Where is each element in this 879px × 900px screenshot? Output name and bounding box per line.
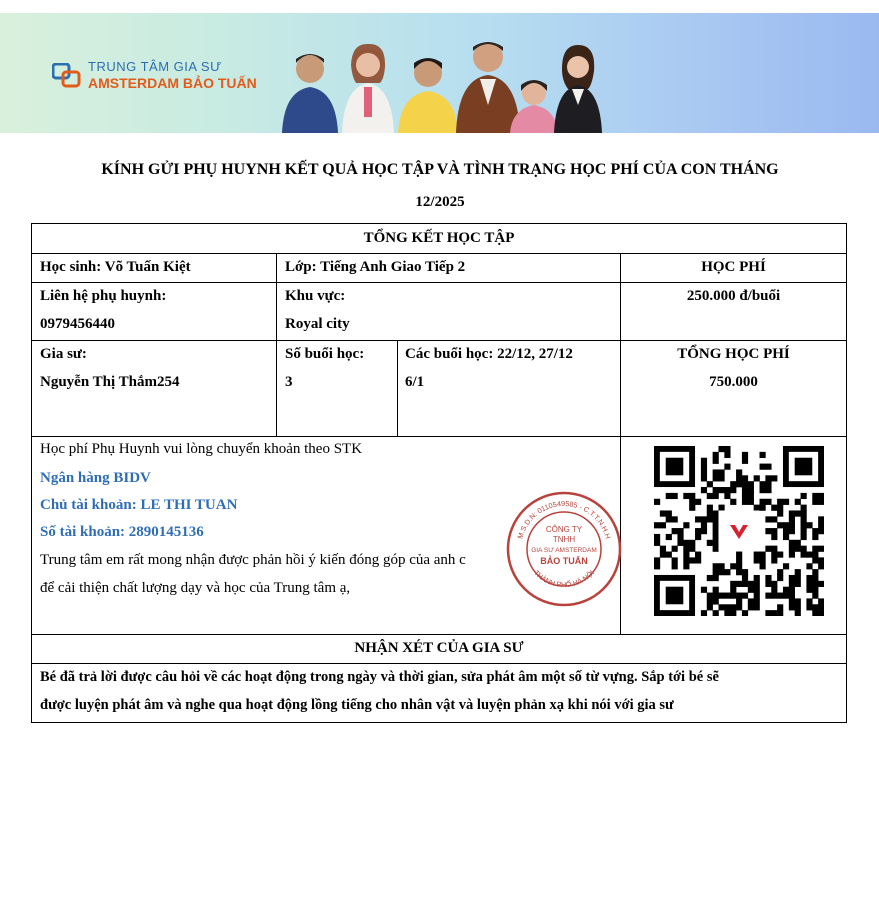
feedback-request-continued: để cải thiện chất lượng dạy và học của Trung tâm ạ, bbox=[40, 580, 351, 596]
stamp-line-1: CÔNG TY bbox=[545, 525, 583, 534]
area-label: Khu vực: bbox=[285, 288, 346, 304]
comments-section-title: NHẬN XÉT CỦA GIA SƯ bbox=[354, 640, 524, 656]
feedback-request: Trung tâm em rất mong nhận được phản hồi ý kiến đóng góp của anh c bbox=[40, 552, 466, 568]
session-dates: Các buổi học: 22/12, 27/12 bbox=[405, 346, 573, 362]
account-holder: Chủ tài khoản: LE THI TUAN bbox=[40, 497, 238, 513]
total-fee-value: 750.000 bbox=[709, 374, 758, 390]
bank-name: Ngân hàng BIDV bbox=[40, 470, 151, 486]
sessions-label: Số buổi học: bbox=[285, 346, 365, 362]
fee-per-session: 250.000 đ/buổi bbox=[686, 288, 781, 304]
class-name: Lớp: Tiếng Anh Giao Tiếp 2 bbox=[285, 259, 466, 275]
banner-people-photo bbox=[272, 35, 608, 133]
parent-contact-phone: 0979456440 bbox=[40, 316, 115, 332]
header-banner bbox=[0, 13, 879, 133]
tutor-label: Gia sư: bbox=[40, 346, 87, 362]
session-dates-continued: 6/1 bbox=[405, 374, 425, 390]
stamp-line-4: BẢO TUẤN bbox=[540, 556, 588, 566]
area-value: Royal city bbox=[285, 316, 350, 332]
payment-qr-code bbox=[654, 446, 824, 616]
student-name: Học sinh: Võ Tuấn Kiệt bbox=[40, 259, 191, 275]
stamp-city-text: THÀNH PHỐ HÀ NỘI bbox=[531, 568, 597, 590]
stamp-line-3: GIA SƯ AMSTERDAM bbox=[531, 547, 597, 554]
logo-icon bbox=[52, 63, 82, 89]
total-fee-label: TỔNG HỌC PHÍ bbox=[677, 346, 790, 362]
company-seal-stamp bbox=[505, 490, 623, 608]
sessions-count: 3 bbox=[285, 374, 293, 390]
center-logo bbox=[52, 59, 262, 103]
fee-header: HỌC PHÍ bbox=[701, 259, 766, 275]
report-table bbox=[31, 223, 847, 723]
account-number: Số tài khoản: 2890145136 bbox=[40, 524, 204, 540]
tutor-comment-line-1: Bé đã trả lời được câu hỏi về các hoạt động trong ngày và thời gian, sửa phát âm một số từ vựng. Sắp tới bé sẽ bbox=[40, 669, 719, 685]
payment-instruction: Học phí Phụ Huynh vui lòng chuyển khoản theo STK bbox=[40, 441, 363, 457]
stamp-line-2: TNHH bbox=[552, 535, 576, 544]
logo-text-bottom: AMSTERDAM BẢO TUẤN bbox=[88, 75, 257, 91]
tutor-name: Nguyễn Thị Thắm254 bbox=[40, 374, 180, 390]
svg-text:THÀNH PHỐ HÀ NỘI bbox=[532, 568, 596, 589]
parent-contact-label: Liên hệ phụ huynh: bbox=[40, 288, 167, 304]
logo-text-top: TRUNG TÂM GIA SƯ bbox=[88, 59, 222, 74]
summary-section-title: TỔNG KẾT HỌC TẬP bbox=[363, 230, 515, 246]
report-title: KÍNH GỬI PHỤ HUYNH KẾT QUẢ HỌC TẬP VÀ TÌNH TRẠNG HỌC PHÍ CỦA CON THÁNG bbox=[101, 161, 779, 178]
report-period: 12/2025 bbox=[415, 194, 465, 210]
tutor-comment-line-2: được luyện phát âm và nghe qua hoạt động lồng tiếng cho nhân vật và luyện phản xạ khi nói với gia sư bbox=[40, 697, 674, 713]
stamp-ring-text: M.S.D.N: 0110549585 - C.T.T.N.H.H bbox=[515, 498, 613, 540]
